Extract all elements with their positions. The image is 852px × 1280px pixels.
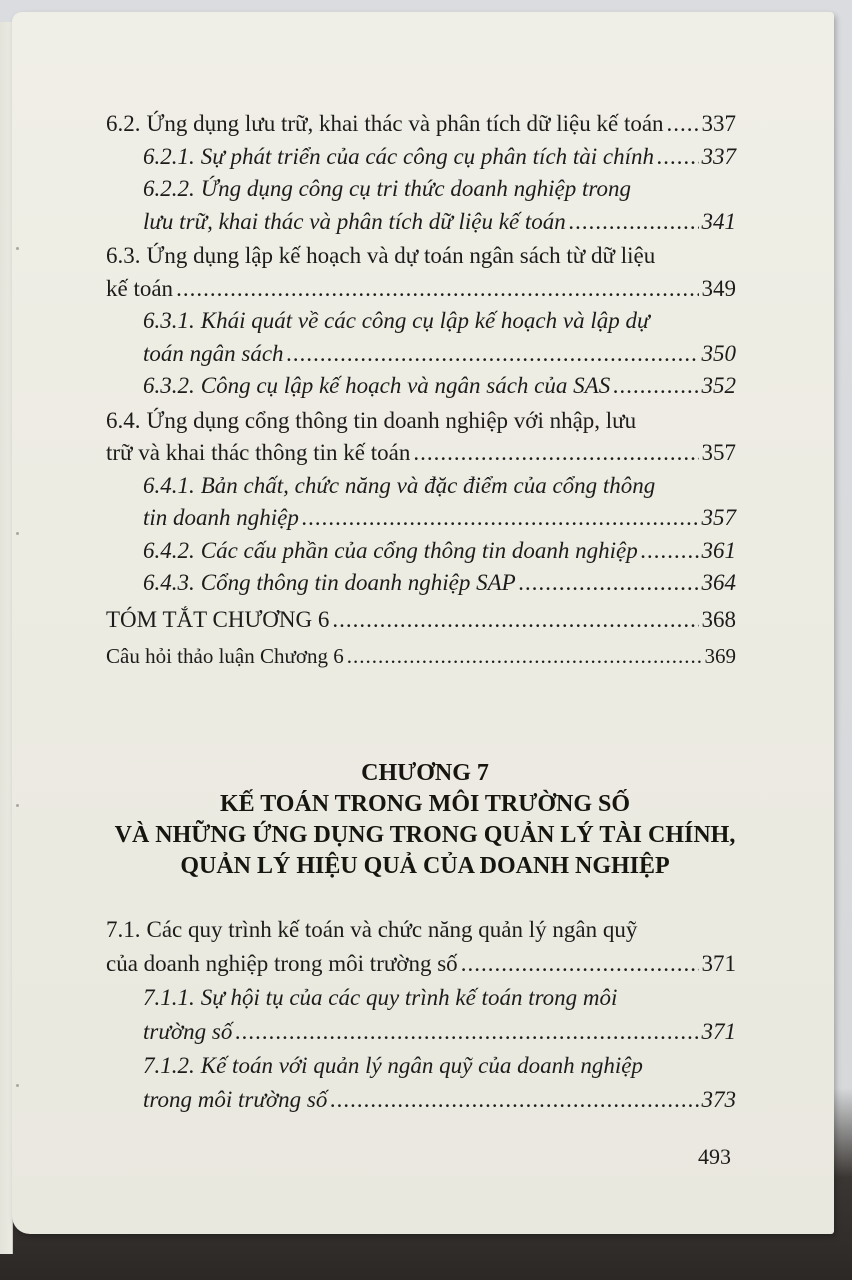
toc-entry-title: Cổng thông tin doanh nghiệp SAP (200, 570, 516, 595)
toc-entry-title: Các quy trình kế toán và chức năng quản lý ngân quỹ (146, 917, 638, 942)
toc-entry (106, 1049, 736, 1117)
toc-entry-title: Khái quát về các công cụ lập kế hoạch và lập dự (200, 308, 650, 333)
toc-entry-number: 6.4.2. (143, 537, 195, 563)
toc-entry-title-continued: tin doanh nghiệp (143, 505, 299, 530)
binding-stitch (16, 247, 19, 250)
toc-page-number: 373 (701, 1087, 736, 1112)
toc-entry-title: Các cấu phần của cổng thông tin doanh nghiệp (200, 537, 638, 563)
binding-stitch (16, 532, 19, 535)
toc-entry-title: Câu hỏi thảo luận Chương 6 (106, 644, 344, 668)
toc-entry-line (143, 470, 736, 503)
toc-entry (106, 640, 736, 673)
toc-entry-title: Bản chất, chức năng và đặc điểm của cổng thông (200, 472, 656, 498)
toc-entry-line (143, 1049, 736, 1083)
toc-entry (106, 604, 736, 637)
toc-entry-number: 6.2. (106, 111, 141, 136)
chapter-title-line: VÀ NHỮNG ỨNG DỤNG TRONG QUẢN LÝ TÀI CHÍNH, (114, 822, 736, 848)
toc-entry-title: Kế toán với quản lý ngân quỹ của doanh nghiệp (200, 1053, 643, 1078)
toc-page-number: 337 (701, 111, 736, 136)
toc-entry-title-continued: trữ và khai thác thông tin kế toán (106, 440, 411, 465)
dot-leader (569, 206, 699, 239)
toc-entry-line (143, 370, 736, 403)
dot-leader (176, 273, 698, 306)
chapter-label: CHƯƠNG 7 (361, 760, 489, 786)
toc-entry (106, 405, 736, 470)
dot-leader (347, 640, 702, 673)
toc-entry-line (106, 437, 736, 470)
toc-entry (106, 141, 736, 174)
toc-entry (106, 913, 736, 981)
dot-leader (302, 502, 699, 535)
toc-entry-line (106, 405, 736, 438)
toc-entry-title-continued: toán ngân sách (143, 340, 284, 366)
toc-entry (106, 535, 736, 568)
toc-entry-title: Công cụ lập kế hoạch và ngân sách của SAS (200, 373, 611, 398)
toc-entry-number: 7.1. (106, 917, 141, 942)
toc-entry-number: 6.2.1. (143, 143, 195, 169)
toc-entry-title: Sự phát triển của các công cụ phân tích tài chính (200, 143, 655, 169)
toc-page-number: 371 (701, 1019, 736, 1044)
toc-entry-title: Ứng dụng công cụ tri thức doanh nghiệp trong (200, 176, 631, 201)
toc-page-number: 341 (701, 208, 736, 234)
toc-entry-number: 6.4.3. (143, 570, 195, 595)
toc-page-number: 337 (701, 143, 736, 169)
toc-entry-line (106, 640, 736, 673)
toc-entry-title: Ứng dụng lưu trữ, khai thác và phân tích dữ liệu kế toán (146, 111, 664, 136)
dot-leader (330, 1083, 698, 1117)
toc-entry (106, 108, 736, 141)
toc-entry (106, 305, 736, 370)
toc-entry-line (143, 981, 736, 1015)
dot-leader (287, 338, 699, 371)
toc-entry (106, 173, 736, 238)
table-of-contents-chapter-6 (106, 108, 736, 673)
dot-leader (461, 947, 699, 981)
toc-entry-line (143, 567, 736, 600)
toc-entry-number: 6.2.2. (143, 176, 195, 201)
binding-stitch (16, 1084, 19, 1087)
chapter-title-line: QUẢN LÝ HIỆU QUẢ CỦA DOANH NGHIỆP (180, 853, 670, 879)
toc-entry-number: 7.1.1. (143, 985, 195, 1010)
toc-page-number: 357 (701, 505, 736, 530)
toc-page-number: 350 (701, 340, 736, 366)
toc-entry-line (143, 206, 736, 239)
toc-entry-number: 6.3.1. (143, 308, 195, 333)
toc-entry (106, 240, 736, 305)
dot-leader (657, 141, 698, 174)
toc-entry (106, 370, 736, 403)
toc-entry-number: 7.1.2. (143, 1053, 195, 1078)
dot-leader (641, 535, 699, 568)
dot-leader (519, 567, 699, 600)
page-number: 493 (698, 1144, 731, 1169)
toc-page-number: 364 (701, 570, 736, 595)
table-of-contents-chapter-7 (106, 913, 736, 1117)
toc-entry-line (106, 947, 736, 981)
toc-page-number: 368 (701, 606, 736, 632)
binding-stitch (16, 804, 19, 807)
toc-entry-line (106, 108, 736, 141)
toc-page-number: 352 (701, 373, 736, 398)
toc-entry-number: 6.4. (106, 407, 141, 433)
toc-entry (106, 981, 736, 1049)
toc-entry-title-continued: lưu trữ, khai thác và phân tích dữ liệu kế toán (143, 208, 566, 234)
toc-entry-title: Ứng dụng lập kế hoạch và dự toán ngân sách từ dữ liệu (146, 243, 656, 268)
toc-entry-line (143, 173, 736, 206)
dot-leader (332, 604, 698, 637)
chapter-7-heading (90, 758, 760, 882)
toc-entry-line (143, 502, 736, 535)
toc-entry-title-continued: trường số (143, 1019, 233, 1044)
toc-entry (106, 567, 736, 600)
toc-entry-title: Sự hội tụ của các quy trình kế toán trong môi (200, 985, 618, 1010)
toc-entry-title-continued: kế toán (106, 275, 174, 301)
toc-entry-title-continued: trong môi trường số (143, 1087, 328, 1112)
toc-entry-line (143, 1083, 736, 1117)
toc-entry-line (106, 240, 736, 273)
dot-leader (667, 108, 699, 141)
toc-entry-line (143, 535, 736, 568)
toc-page-number: 361 (701, 537, 736, 563)
toc-entry-line (143, 1015, 736, 1049)
toc-entry-title-continued: của doanh nghiệp trong môi trường số (106, 951, 458, 976)
toc-entry-number: 6.4.1. (143, 472, 195, 498)
toc-entry-line (143, 305, 736, 338)
toc-entry-number: 6.3. (106, 243, 141, 268)
toc-page-number: 371 (701, 951, 736, 976)
dot-leader (413, 437, 698, 470)
toc-page-number: 369 (704, 644, 736, 668)
toc-entry-title: Ứng dụng cổng thông tin doanh nghiệp với nhập, lưu (146, 407, 637, 433)
toc-entry (106, 470, 736, 535)
toc-page-number: 357 (701, 440, 736, 465)
chapter-title-line: KẾ TOÁN TRONG MÔI TRƯỜNG SỐ (219, 791, 631, 817)
toc-entry-line (143, 338, 736, 371)
toc-entry-line (106, 913, 736, 947)
toc-entry-line (143, 141, 736, 174)
toc-entry-number: 6.3.2. (143, 373, 195, 398)
toc-entry-line (106, 604, 736, 637)
toc-entry-title: TÓM TẮT CHƯƠNG 6 (106, 606, 330, 632)
dot-leader (235, 1015, 698, 1049)
toc-page-number: 349 (701, 275, 736, 301)
dot-leader (613, 370, 698, 403)
toc-entry-line (106, 273, 736, 306)
